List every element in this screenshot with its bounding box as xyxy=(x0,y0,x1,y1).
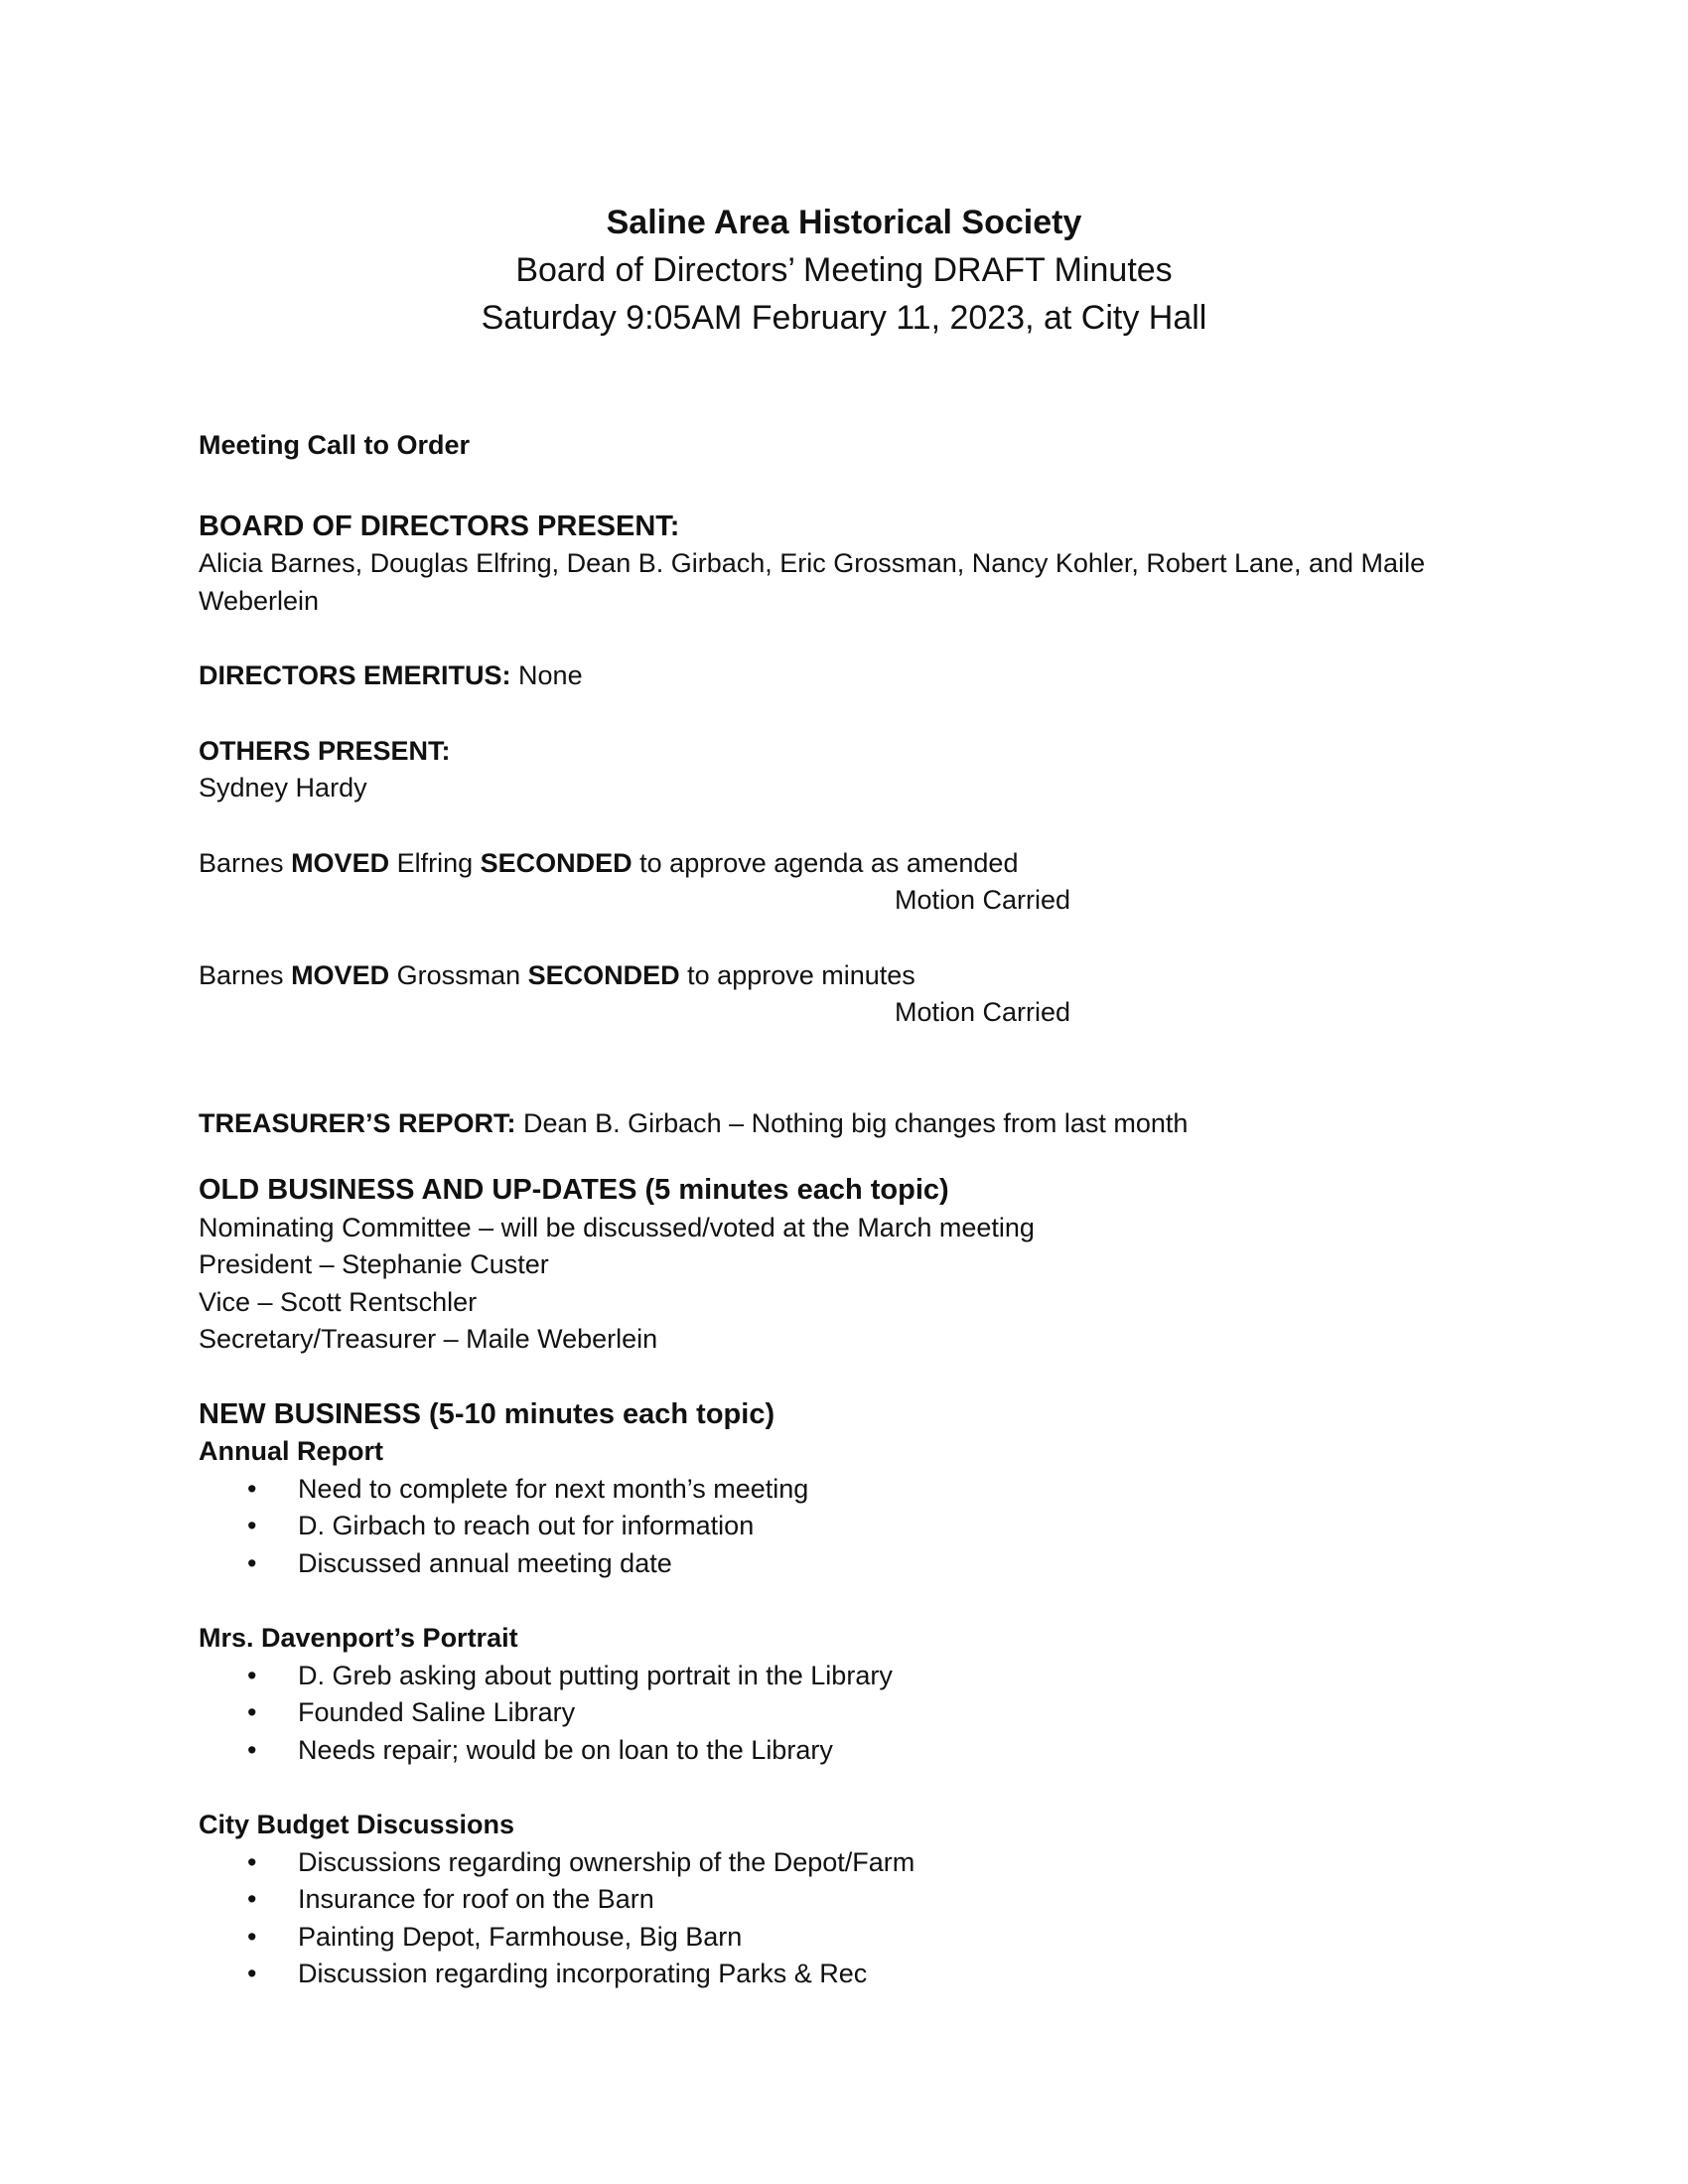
motion-result: Motion Carried xyxy=(895,997,1071,1027)
old-business-line: President – Stephanie Custer xyxy=(199,1249,549,1279)
old-business-line: Vice – Scott Rentschler xyxy=(199,1286,478,1317)
list-item: • Painting Depot, Farmhouse, Big Barn xyxy=(199,1919,1489,1957)
new-business-section xyxy=(199,1620,1489,1769)
board-present-heading: BOARD OF DIRECTORS PRESENT: xyxy=(199,510,680,542)
list-item: • Need to complete for next month’s meeting xyxy=(199,1471,1489,1509)
old-business-line: Secretary/Treasurer – Maile Weberlein xyxy=(199,1324,658,1354)
minutes-body xyxy=(199,427,1489,1993)
others-present-names: Sydney Hardy xyxy=(199,773,367,802)
bullet-list xyxy=(199,1658,1489,1770)
section-title: Mrs. Davenport’s Portrait xyxy=(199,1623,518,1653)
section-title: Annual Report xyxy=(199,1436,383,1466)
list-item: • Discussion regarding incorporating Parks & Rec xyxy=(199,1956,1489,1993)
directors-emeritus-label: DIRECTORS EMERITUS: xyxy=(199,660,511,690)
new-business-section xyxy=(199,1807,1489,1993)
list-item: • Insurance for roof on the Barn xyxy=(199,1881,1489,1919)
document-header xyxy=(0,199,1688,342)
organization-title: Saline Area Historical Society xyxy=(606,204,1082,241)
motion-2 xyxy=(199,957,1489,1032)
call-to-order-heading: Meeting Call to Order xyxy=(199,430,471,460)
directors-emeritus-value: None xyxy=(510,660,583,690)
list-item: • D. Girbach to reach out for information xyxy=(199,1508,1489,1545)
meeting-date-line: Saturday 9:05AM February 11, 2023, at City Hall xyxy=(481,299,1207,337)
list-item: • Discussions regarding ownership of the Depot/Farm xyxy=(199,1844,1489,1882)
treasurer-report-line xyxy=(199,1105,1489,1143)
treasurer-report-value: Dean B. Girbach – Nothing big changes from last month xyxy=(515,1107,1189,1138)
new-business-heading: NEW BUSINESS (5-10 minutes each topic) xyxy=(199,1397,775,1430)
board-present-names: Alicia Barnes, Douglas Elfring, Dean B. Girbach, Eric Grossman, Nancy Kohler, Robert Lane, and Maile Weberlein xyxy=(199,548,1426,616)
others-present-heading: OTHERS PRESENT: xyxy=(199,735,451,766)
list-item: • Needs repair; would be on loan to the Library xyxy=(199,1732,1489,1770)
directors-emeritus-line xyxy=(199,657,1489,695)
bullet-list xyxy=(199,1844,1489,1993)
motion-result: Motion Carried xyxy=(895,885,1071,915)
list-item: • D. Greb asking about putting portrait in the Library xyxy=(199,1658,1489,1695)
list-item: • Discussed annual meeting date xyxy=(199,1545,1489,1583)
list-item: • Founded Saline Library xyxy=(199,1694,1489,1732)
section-title: City Budget Discussions xyxy=(199,1810,515,1839)
motion-1 xyxy=(199,845,1489,920)
new-business-section xyxy=(199,1433,1489,1582)
document-subtitle: Board of Directors’ Meeting DRAFT Minutes xyxy=(515,251,1173,289)
old-business-line: Nominating Committee – will be discussed/voted at the March meeting xyxy=(199,1212,1035,1242)
old-business-heading: OLD BUSINESS AND UP-DATES (5 minutes each topic) xyxy=(199,1174,949,1206)
motion-text: Barnes MOVED Grossman SECONDED to approve minutes xyxy=(199,959,915,990)
treasurer-report-label: TREASURER’S REPORT: xyxy=(199,1107,516,1138)
bullet-list xyxy=(199,1471,1489,1583)
motion-text: Barnes MOVED Elfring SECONDED to approve agenda as amended xyxy=(199,847,1019,878)
